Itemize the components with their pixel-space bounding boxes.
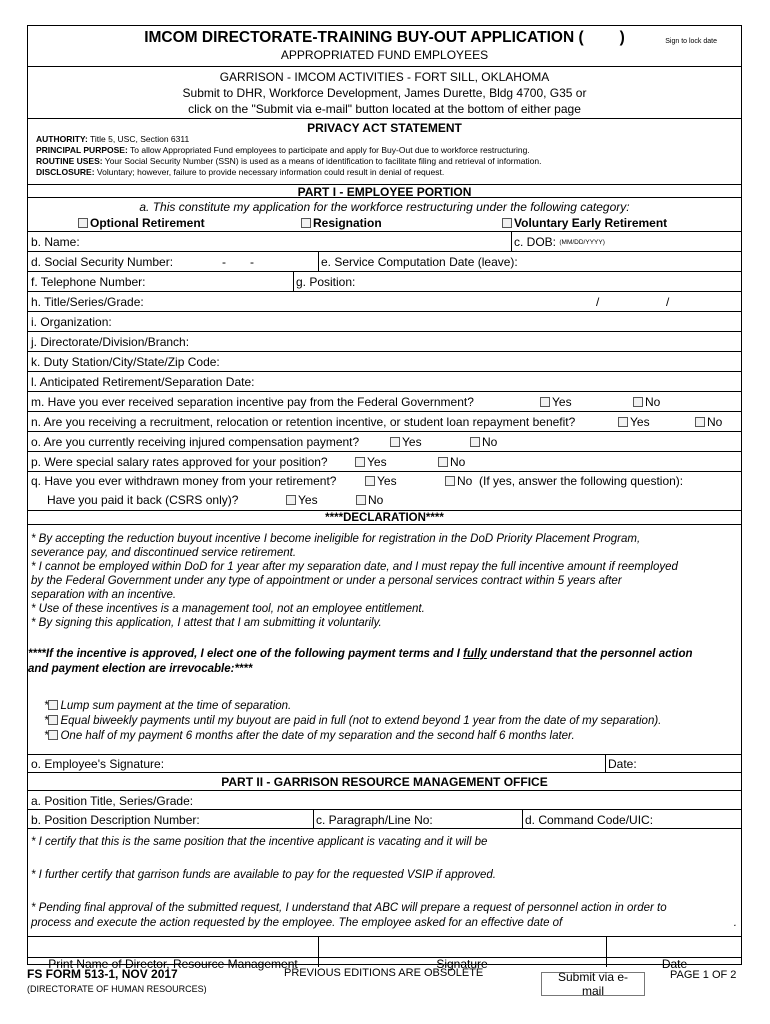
checkbox-resignation[interactable]: [301, 218, 311, 228]
directorate-footer: (DIRECTORATE OF HUMAN RESOURCES): [27, 984, 207, 994]
form-identifier: FS FORM 513-1, NOV 2017: [27, 967, 178, 981]
part2-pd-row: [28, 809, 741, 829]
title-series-slash-1: /: [596, 295, 600, 309]
question-p-text: p. Were special salary rates approved for your position?: [31, 455, 328, 469]
declaration-body: [28, 524, 741, 755]
director-signature-block: [28, 936, 741, 971]
name-row: [28, 231, 741, 252]
garrison-line-1: GARRISON - IMCOM ACTIVITIES - FORT SILL, OKLAHOMA: [219, 70, 550, 84]
question-n-row: [28, 411, 741, 432]
question-p-row: [28, 451, 741, 472]
ssn-field[interactable]: d. Social Security Number:: [31, 255, 174, 269]
organization-row: [28, 311, 741, 332]
payment-option-biweekly[interactable]: * Equal biweekly payments until my buyout are paid in full (not to extend beyond 1 year from the date of my separation).: [44, 715, 662, 727]
duty-station-field[interactable]: k. Duty Station/City/State/Zip Code:: [31, 355, 220, 369]
part1-title-row: [28, 184, 741, 198]
question-q-yes[interactable]: Yes: [365, 474, 397, 488]
declaration-bullets: [31, 532, 738, 630]
question-o-no[interactable]: No: [470, 432, 497, 452]
option-voluntary-early-retirement[interactable]: Voluntary Early Retirement: [502, 216, 667, 230]
declaration-bullet-2b: by the Federal Government under any type of appointment or under a personal services contract within 5 years after: [31, 575, 622, 587]
organization-field[interactable]: i. Organization:: [31, 315, 112, 329]
question-q-no[interactable]: No (If yes, answer the following question):: [445, 474, 683, 488]
question-m-text: m. Have you ever received separation incentive pay from the Federal Government?: [31, 395, 474, 409]
checkbox-p-yes[interactable]: [355, 457, 365, 467]
checkbox-biweekly[interactable]: [48, 715, 58, 725]
payment-options: [44, 699, 661, 744]
employee-signature-date-field[interactable]: Date:: [608, 757, 637, 771]
title-series-grade-field[interactable]: h. Title/Series/Grade:: [31, 295, 144, 309]
checkbox-m-no[interactable]: [633, 397, 643, 407]
print-name-director-label[interactable]: Print Name of Director, Resource Management: [48, 957, 298, 971]
privacy-act-block: [28, 118, 741, 185]
part2-position-title-row: [28, 790, 741, 810]
option-resignation[interactable]: Resignation: [301, 216, 382, 230]
question-q-note: (If yes, answer the following question):: [479, 474, 684, 488]
privacy-purpose: PRINCIPAL PURPOSE: To allow Appropriated Fund employees to participate and apply for Buy-Out due to workforce restructuring.: [36, 145, 530, 155]
position-description-number-field[interactable]: b. Position Description Number:: [31, 812, 200, 827]
checkbox-n-no[interactable]: [695, 417, 705, 427]
question-n-text: n. Are you receiving a recruitment, relocation or retention incentive, or student loan repayment benefit?: [31, 415, 576, 429]
checkbox-m-yes[interactable]: [540, 397, 550, 407]
checkbox-lump-sum[interactable]: [48, 700, 58, 710]
category-row: [28, 197, 741, 232]
anticipated-date-row: [28, 371, 741, 392]
declaration-bullet-2a: * I cannot be employed within DoD for 1 year after my separation date, and I must repay the full incentive amount if reemployed: [31, 561, 678, 573]
director-signature-label[interactable]: Signature: [436, 957, 488, 971]
checkbox-p-no[interactable]: [438, 457, 448, 467]
payment-option-lump-sum[interactable]: * Lump sum payment at the time of separation.: [44, 700, 292, 712]
question-p-yes[interactable]: Yes: [355, 452, 387, 472]
garrison-block: [28, 66, 741, 119]
privacy-act-title: PRIVACY ACT STATEMENT: [307, 121, 462, 135]
declaration-bullet-4: * By signing this application, I attest that I am submitting it voluntarily.: [31, 617, 382, 629]
checkbox-q2-yes[interactable]: [286, 495, 296, 505]
position-field[interactable]: g. Position:: [296, 275, 356, 289]
question-q2-text: Have you paid it back (CSRS only)?: [47, 493, 239, 507]
dob-format-hint: (MM/DD/YYYY): [559, 238, 605, 246]
telephone-field[interactable]: f. Telephone Number:: [31, 275, 146, 289]
certification-1: * I certify that this is the same position that the incentive applicant is vacating and it will be: [31, 836, 488, 848]
duty-station-row: [28, 351, 741, 372]
option-optional-retirement[interactable]: Optional Retirement: [78, 216, 205, 230]
part2-title: PART II - GARRISON RESOURCE MANAGEMENT OFFICE: [221, 775, 548, 789]
checkbox-optional-retirement[interactable]: [78, 218, 88, 228]
question-q2-yes[interactable]: Yes: [286, 493, 318, 507]
declaration-bullet-1b: severance pay, and discontinued service retirement.: [31, 547, 297, 559]
director-date-label[interactable]: Date: [661, 957, 688, 971]
question-o-row: [28, 431, 741, 452]
part1-title: PART I - EMPLOYEE PORTION: [297, 184, 472, 199]
garrison-line-3: click on the "Submit via e-mail" button located at the bottom of either page: [188, 102, 581, 116]
question-m-yes[interactable]: Yes: [540, 392, 572, 412]
part2-position-title-field[interactable]: a. Position Title, Series/Grade:: [31, 793, 194, 808]
checkbox-o-yes[interactable]: [390, 437, 400, 447]
employee-signature-row: [28, 754, 741, 773]
question-n-no[interactable]: No: [695, 412, 722, 432]
declaration-bullet-1a: * By accepting the reduction buyout incentive I become ineligible for registration in the DoD Priority Placement Program,: [31, 533, 641, 545]
ssn-dash-1: -: [222, 255, 226, 269]
certification-block: [28, 828, 741, 937]
question-p-no[interactable]: No: [438, 452, 465, 472]
name-field[interactable]: b. Name:: [31, 235, 80, 249]
service-computation-date-field[interactable]: e. Service Computation Date (leave):: [321, 255, 518, 269]
checkbox-q-yes[interactable]: [365, 476, 375, 486]
phone-row: [28, 271, 741, 292]
question-q-text: q. Have you ever withdrawn money from your retirement?: [31, 474, 337, 488]
declaration-title: ****DECLARATION****: [325, 512, 444, 524]
declaration-bullet-3: * Use of these incentives is a management tool, not an employee entitlement.: [31, 603, 425, 615]
checkbox-voluntary-early-retirement[interactable]: [502, 218, 512, 228]
part2-title-row: [28, 772, 741, 791]
certification-3: * Pending final approval of the submitted request, I understand that ABC will prepare a request of personnel action in order to process and execute the action requested by the employee. The employee asked for an effective date of .: [31, 902, 737, 929]
privacy-authority: AUTHORITY: Title 5, USC, Section 6311: [36, 134, 190, 144]
form-header: [28, 26, 741, 66]
sign-to-lock-date[interactable]: Sign to lock date: [665, 38, 717, 45]
submit-via-email-button[interactable]: Submit via e-mail: [541, 972, 645, 996]
checkbox-o-no[interactable]: [470, 437, 480, 447]
anticipated-separation-date-field[interactable]: l. Anticipated Retirement/Separation Date:: [31, 375, 255, 389]
question-q-row: [28, 471, 741, 511]
question-n-yes[interactable]: Yes: [618, 412, 650, 432]
question-o-text: o. Are you currently receiving injured compensation payment?: [31, 435, 360, 449]
command-code-field[interactable]: d. Command Code/UIC:: [525, 812, 654, 827]
form-subtitle: APPROPRIATED FUND EMPLOYEES: [280, 48, 489, 62]
employee-signature-field[interactable]: o. Employee's Signature:: [31, 757, 165, 771]
checkbox-two-halves[interactable]: [48, 730, 58, 740]
title-series-slash-2: /: [666, 295, 670, 309]
checkbox-q2-no[interactable]: [356, 495, 366, 505]
directorate-field[interactable]: j. Directorate/Division/Branch:: [31, 335, 190, 349]
payment-election-statement: ****If the incentive is approved, I elect one of the following payment terms and I fully understand that the personnel action and payment election are irrevocable:****: [28, 648, 693, 675]
dob-field[interactable]: c. DOB: (MM/DD/YYYY): [514, 235, 605, 249]
garrison-line-2: Submit to DHR, Workforce Development, James Durette, Bldg 4700, G35 or: [182, 86, 587, 100]
certification-2: * I further certify that garrison funds are available to pay for the requested VSIP if approved.: [31, 869, 496, 881]
ssn-row: [28, 251, 741, 272]
page-number: PAGE 1 OF 2: [670, 969, 737, 981]
ssn-dash-2: -: [250, 255, 254, 269]
checkbox-q-no[interactable]: [445, 476, 455, 486]
category-intro: a. This constitute my application for the workforce restructuring under the following category:: [139, 200, 630, 214]
question-m-row: [28, 391, 741, 412]
paragraph-line-field[interactable]: c. Paragraph/Line No:: [316, 812, 433, 827]
previous-editions-note: PREVIOUS EDITIONS ARE OBSOLETE: [284, 967, 484, 979]
buyout-application-form: [27, 25, 742, 971]
privacy-routine-uses: ROUTINE USES: Your Social Security Number (SSN) is used as a means of identification to facilitate filing and retrieval of information.: [36, 156, 542, 166]
title-series-row: [28, 291, 741, 312]
question-m-no[interactable]: No: [633, 392, 660, 412]
declaration-bullet-2c: separation with an incentive.: [31, 589, 177, 601]
form-title: IMCOM DIRECTORATE-TRAINING BUY-OUT APPLICATION ( ): [144, 29, 625, 46]
directorate-row: [28, 331, 741, 352]
question-q2-no[interactable]: No: [356, 493, 383, 507]
privacy-disclosure: DISCLOSURE: Voluntary; however, failure to provide necessary information could result in denial of request.: [36, 167, 445, 177]
question-o-yes[interactable]: Yes: [390, 432, 422, 452]
payment-option-two-halves[interactable]: * One half of my payment 6 months after the date of my separation and the second half 6 months later.: [44, 730, 575, 742]
declaration-title-row: [28, 510, 741, 525]
checkbox-n-yes[interactable]: [618, 417, 628, 427]
